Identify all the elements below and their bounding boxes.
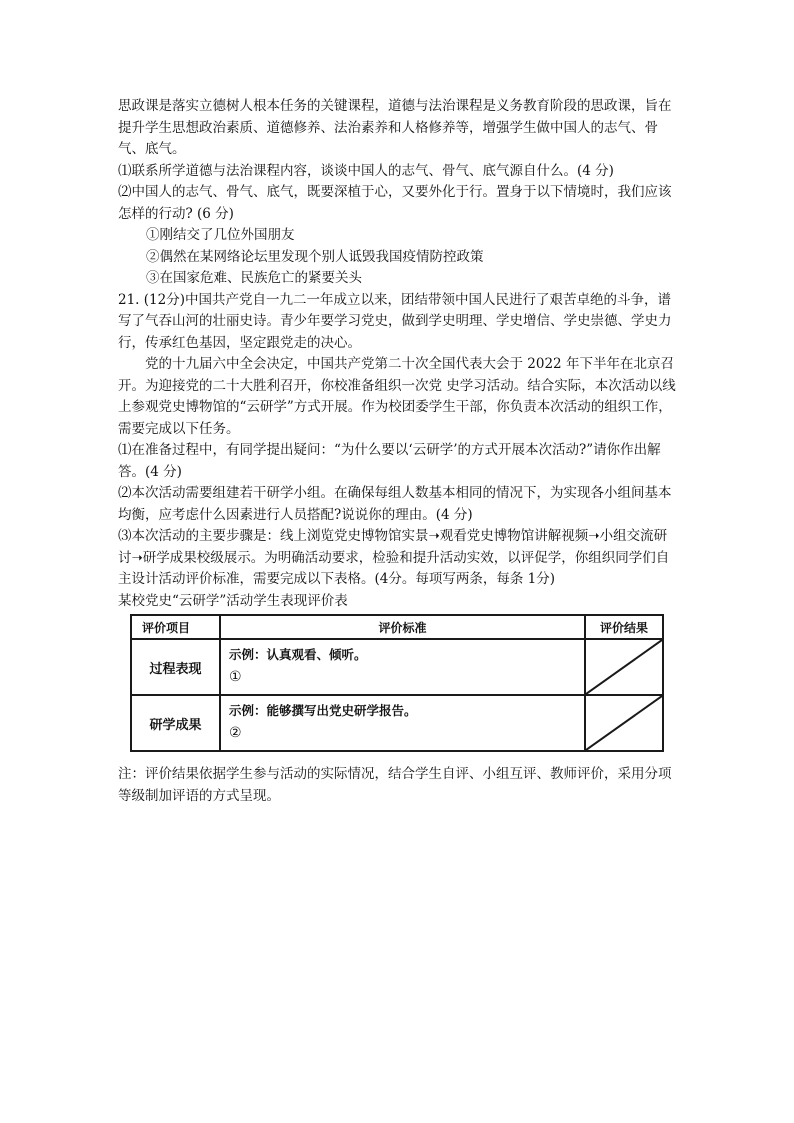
- diagonal-strike: [586, 696, 662, 750]
- q20-sub1: ⑴联系所学道德与法治课程内容，谈谈中国人的志气、骨气、底气源自什么。(4 分): [118, 162, 614, 179]
- header-result: 评价结果: [585, 615, 663, 639]
- table-note: 注：评价结果依据学生参与活动的实际情况，结合学生自评、小组互评、教师评价，采用分项等级制加评语的方式呈现。: [118, 766, 672, 804]
- q20-option-1: ①刚结交了几位外国朋友: [146, 227, 295, 243]
- result-cell-crossed: [585, 639, 663, 695]
- q20-sub2: ⑵中国人的志气、骨气、底气，既要深植于心，又要外化于行。置身于以下情境时，我们应该怎样的行动? (6 分): [118, 184, 672, 222]
- q20-option-3: ③在国家危难、民族危亡的紧要关头: [146, 270, 362, 286]
- header-item: 评价项目: [131, 615, 220, 639]
- question-content: [118, 96, 678, 612]
- q21-sub2: ⑵本次活动需要组建若干研学小组。在确保每组人数基本相同的情况下，为实现各小组间基本均衡，应考虑什么因素进行人员搭配?说说你的理由。(4 分): [118, 485, 672, 523]
- criteria-example: 示例：认真观看、倾听。: [229, 647, 367, 662]
- q20-option-2: ②偶然在某网络论坛里发现个别人诋毁我国疫情防控政策: [146, 248, 484, 265]
- row-criteria-outcome: [220, 695, 585, 751]
- q21-sub3: ⑶本次活动的主要步骤是：线上浏览党史博物馆实景➝观看党史博物馆讲解视频➝小组交流研讨➝研学成果校级展示。为明确活动要求，检验和提升活动实效，以评促学，你组织同学们自主设计活动评价标准，需要完成以下表格。(4分。每项写两条，每条 1分): [118, 528, 670, 587]
- q21-head: 21. (12分)中国共产党自一九二一年成立以来，团结带领中国人民进行了艰苦卓绝的斗争，谱写了气吞山河的壮丽史诗。青少年要学习党史，做到学史明理、学史增信、学史崇德、学史力行，传承红色基因，坚定跟党走的决心。: [118, 291, 672, 351]
- table-caption: 某校党史“云研学”活动学生表现评价表: [118, 592, 348, 609]
- evaluation-table: [130, 614, 664, 752]
- row-item-process: 过程表现: [131, 639, 220, 695]
- table-header-row: [131, 615, 663, 639]
- criteria-example: 示例：能够撰写出党史研学报告。: [229, 703, 417, 718]
- diagonal-strike: [586, 640, 662, 694]
- answer-blank-1[interactable]: ①: [229, 669, 242, 685]
- q21-paragraph-2: 党的十九届六中全会决定，中国共产党第二十次全国代表大会于 2022 年下半年在北京召开。为迎接党的二十大胜利召开，你校准备组织一次党 史学习活动。结合实际，本次活动以线上参观党史博物馆的“云研学”方式开展。作为校团委学生干部，你负责本次活动的组织工作，需要完成以下任务。: [118, 356, 676, 437]
- table-row: [131, 639, 663, 695]
- row-criteria-process: [220, 639, 585, 695]
- q21-sub1: ⑴在准备过程中，有同学提出疑问：“为什么要以‘云研学’的方式开展本次活动?”请你作出解答。(4 分): [118, 442, 661, 480]
- answer-blank-2[interactable]: ②: [229, 725, 242, 741]
- header-criteria: 评价标准: [220, 615, 585, 639]
- result-cell-crossed: [585, 695, 663, 751]
- intro-paragraph: 思政课是落实立德树人根本任务的关键课程，道德与法治课程是义务教育阶段的思政课，旨在提升学生思想政治素质、道德修养、法治素养和人格修养等，增强学生做中国人的志气、骨气、底气。: [118, 98, 672, 157]
- row-item-outcome: 研学成果: [131, 695, 220, 751]
- table-row: [131, 695, 663, 751]
